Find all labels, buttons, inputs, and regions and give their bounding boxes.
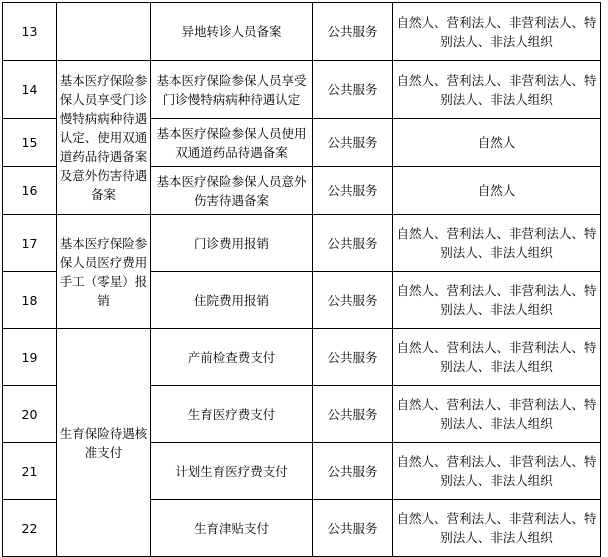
table-row (3, 329, 601, 386)
item-name: 基本医疗保险参保人员使用双通道药品待遇备案 (151, 119, 313, 167)
category-cell: 生育保险待遇核准支付 (57, 329, 151, 557)
item-name: 计划生育医疗费支付 (151, 443, 313, 500)
row-number: 13 (3, 3, 57, 61)
row-number: 21 (3, 443, 57, 500)
applicable-subject: 自然人、营利法人、非营利法人、特别法人、非法人组织 (393, 215, 601, 272)
service-type: 公共服务 (313, 272, 393, 329)
applicable-subject: 自然人、营利法人、非营利法人、特别法人、非法人组织 (393, 272, 601, 329)
item-name: 基本医疗保险参保人员享受门诊慢特病病种待遇认定 (151, 61, 313, 119)
service-type: 公共服务 (313, 500, 393, 557)
row-number: 22 (3, 500, 57, 557)
service-table (2, 2, 601, 557)
category-cell (57, 3, 151, 61)
service-type: 公共服务 (313, 443, 393, 500)
service-type: 公共服务 (313, 119, 393, 167)
applicable-subject: 自然人、营利法人、非营利法人、特别法人、非法人组织 (393, 3, 601, 61)
applicable-subject: 自然人、营利法人、非营利法人、特别法人、非法人组织 (393, 443, 601, 500)
item-name: 基本医疗保险参保人员意外伤害待遇备案 (151, 167, 313, 215)
category-cell: 基本医疗保险参保人员享受门诊慢特病病种待遇认定、使用双通道药品待遇备案及意外伤害待遇备案 (57, 61, 151, 215)
item-name: 生育津贴支付 (151, 500, 313, 557)
applicable-subject: 自然人、营利法人、非营利法人、特别法人、非法人组织 (393, 61, 601, 119)
table-row (3, 215, 601, 272)
row-number: 16 (3, 167, 57, 215)
row-number: 14 (3, 61, 57, 119)
service-type: 公共服务 (313, 167, 393, 215)
item-name: 门诊费用报销 (151, 215, 313, 272)
service-type: 公共服务 (313, 329, 393, 386)
applicable-subject: 自然人、营利法人、非营利法人、特别法人、非法人组织 (393, 500, 601, 557)
item-name: 产前检查费支付 (151, 329, 313, 386)
service-type: 公共服务 (313, 61, 393, 119)
applicable-subject: 自然人 (393, 119, 601, 167)
service-type: 公共服务 (313, 3, 393, 61)
row-number: 18 (3, 272, 57, 329)
applicable-subject: 自然人、营利法人、非营利法人、特别法人、非法人组织 (393, 329, 601, 386)
item-name: 住院费用报销 (151, 272, 313, 329)
row-number: 19 (3, 329, 57, 386)
service-type: 公共服务 (313, 215, 393, 272)
table-row (3, 61, 601, 119)
item-name: 生育医疗费支付 (151, 386, 313, 443)
row-number: 15 (3, 119, 57, 167)
service-type: 公共服务 (313, 386, 393, 443)
item-name: 异地转诊人员备案 (151, 3, 313, 61)
category-cell: 基本医疗保险参保人员医疗费用手工（零星）报销 (57, 215, 151, 329)
row-number: 17 (3, 215, 57, 272)
table-row (3, 3, 601, 61)
applicable-subject: 自然人、营利法人、非营利法人、特别法人、非法人组织 (393, 386, 601, 443)
row-number: 20 (3, 386, 57, 443)
applicable-subject: 自然人 (393, 167, 601, 215)
